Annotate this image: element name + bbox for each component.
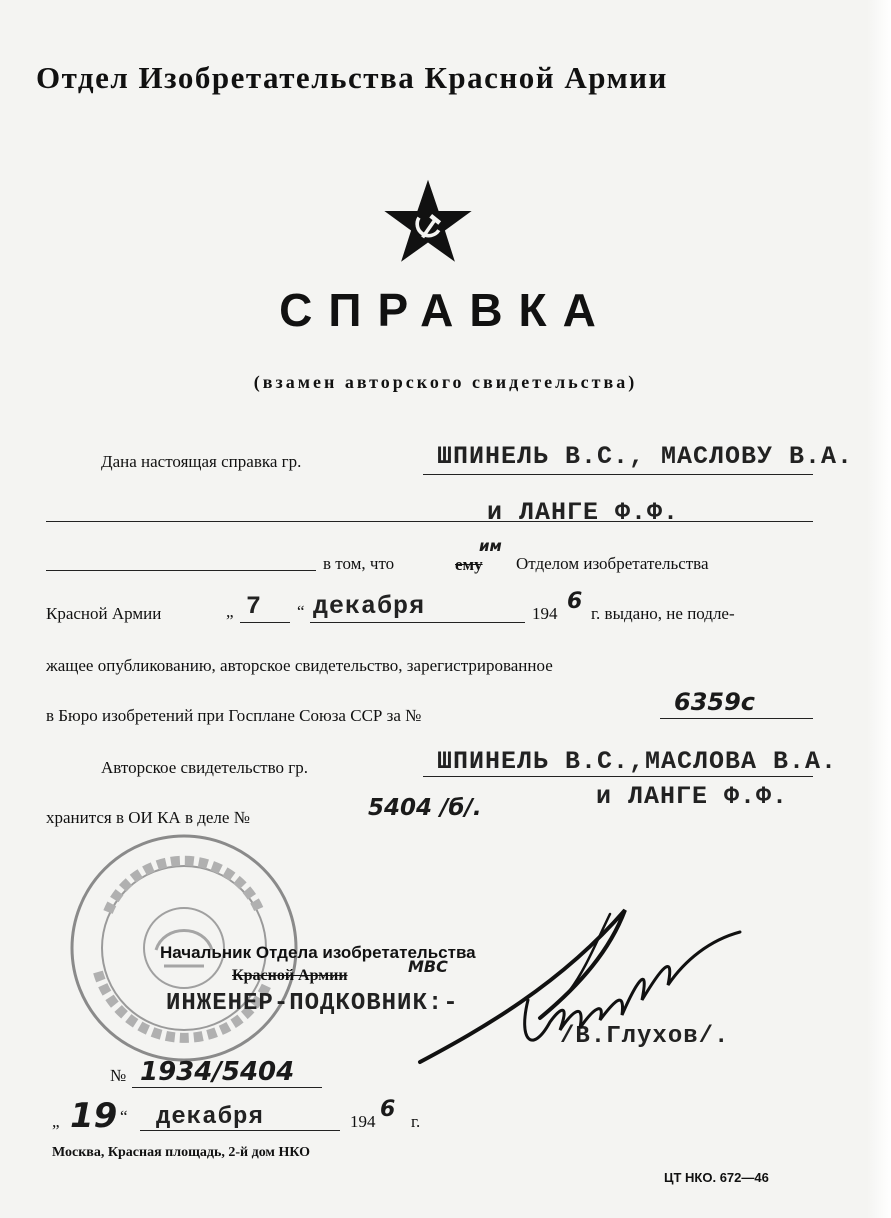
line8-label: хранится в ОИ КА в деле № xyxy=(46,808,250,827)
footer-month-underline xyxy=(140,1130,340,1131)
star-hammer-sickle-icon xyxy=(383,178,473,268)
open-quote: „ xyxy=(226,602,234,621)
line2-names: и ЛАНГЕ Ф.Ф. xyxy=(487,498,680,527)
day-underline xyxy=(240,622,290,623)
position-struck: Красной Армии xyxy=(232,967,348,984)
footer-year-suffix: г. xyxy=(411,1112,421,1131)
line5-text: жащее опубликованию, авторское свидетельство, зарегистрированное xyxy=(46,656,553,675)
line3-struck: ему xyxy=(455,555,483,574)
doc-number-underline xyxy=(132,1087,322,1088)
footer-close-quote: “ xyxy=(120,1107,128,1126)
footer-year-prefix: 194 xyxy=(350,1112,376,1131)
line3-text: в том, что xyxy=(323,554,395,573)
footer-year-digit: 6 xyxy=(380,1097,396,1122)
document-title: СПРАВКА xyxy=(279,284,612,336)
doc-number: 1934/5404 xyxy=(140,1057,295,1087)
registration-number: 6359с xyxy=(674,688,756,716)
line3-rest: Отделом изобретательства xyxy=(516,554,709,573)
line1-label: Дана настоящая справка гр. xyxy=(101,452,302,471)
line7-names: ШПИНЕЛЬ В.С.,МАСЛОВА В.А. xyxy=(437,747,838,776)
line1-names: ШПИНЕЛЬ В.С., МАСЛОВУ В.А. xyxy=(437,442,854,471)
line7-underline xyxy=(423,776,813,777)
close-quote: “ xyxy=(297,602,305,621)
footer-day: 19 xyxy=(70,1096,118,1136)
issue-day: 7 xyxy=(246,592,263,621)
line4-label: Красной Армии xyxy=(46,604,162,623)
signer-name: /В.Глухов/. xyxy=(560,1023,730,1050)
org-header: Отдел Изобретательства Красной Армии xyxy=(36,60,668,95)
line3-correction: им xyxy=(479,537,502,555)
line6-label: в Бюро изобретений при Госплане Союза ССР за № xyxy=(46,706,422,725)
footer-address: Москва, Красная площадь, 2-й дом НКО xyxy=(52,1145,311,1160)
line4-rest: г. выдано, не подле- xyxy=(591,604,735,623)
document-subtitle: (взамен авторского свидетельства) xyxy=(253,372,638,392)
position-correction: МВС xyxy=(408,957,448,976)
position-title: Начальник Отдела изобретательства xyxy=(160,943,476,962)
rank: ИНЖЕНЕР-ПОДКОВНИК:- xyxy=(166,990,459,1017)
footer-month: декабря xyxy=(156,1104,264,1131)
print-code: ЦТ НКО. 672—46 xyxy=(664,1170,769,1185)
line2-underline xyxy=(46,521,813,522)
year-digit: 6 xyxy=(567,589,583,614)
month-underline xyxy=(310,622,525,623)
line7-label: Авторское свидетельство гр. xyxy=(101,758,308,777)
case-number: 5404 /б/. xyxy=(368,795,482,821)
paper-edge xyxy=(867,0,891,1218)
issue-month: декабря xyxy=(313,592,426,621)
line1-underline xyxy=(423,474,813,475)
year-prefix: 194 xyxy=(532,604,558,623)
footer-open-quote: „ xyxy=(52,1112,60,1131)
line3-blank xyxy=(46,570,316,571)
line8-names: и ЛАНГЕ Ф.Ф. xyxy=(596,782,789,811)
handwritten-signature-icon xyxy=(410,890,760,1075)
reg-underline xyxy=(660,718,813,719)
doc-number-label: № xyxy=(110,1066,127,1085)
